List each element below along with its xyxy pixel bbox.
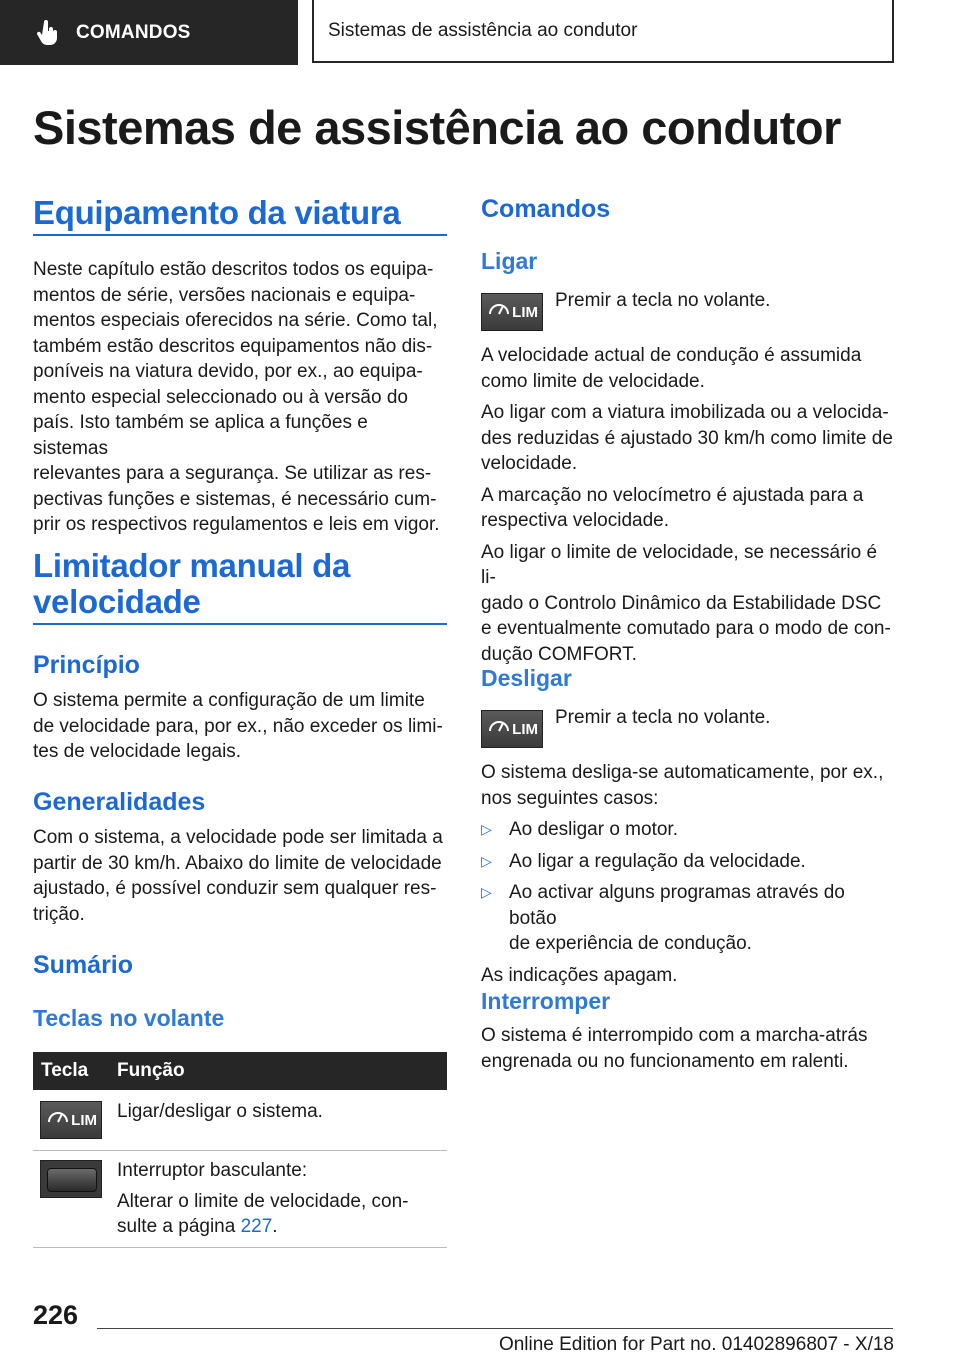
text-line: Com o sistema, a velocidade pode ser limitada a [33,827,443,848]
desligar-intro [481,760,895,811]
ligar-text [481,343,895,667]
footer-rule [97,1328,893,1329]
bullet-list [481,817,895,988]
key-label: LIM [512,720,538,738]
text-line: Ao ligar com a viatura imobilizada ou a velocida- [481,402,889,423]
key-label: LIM [71,1111,97,1129]
table-row2-text [117,1158,447,1240]
text-line: A marcação no velocímetro é ajustada para a [481,484,864,506]
text-line: trição. [33,903,85,925]
text-line: tes de velocidade legais. [33,741,242,762]
text-line: pectivas funções e sistemas, é necessário cum- [33,488,437,510]
text-line: como limite de velocidade. [481,370,705,392]
page-title: Sistemas de assistência ao condutor [33,101,841,154]
text-line [117,1214,447,1240]
heading-sumario: Sumário [33,951,134,979]
heading-teclas: Teclas no volante [33,1005,225,1031]
text-line: Interruptor basculante: [117,1160,308,1181]
text-line: respectiva velocidade. [481,510,669,531]
text-line: O sistema desliga-se automaticamente, por ex., [481,762,884,783]
text-line: partir de 30 km/h. Abaixo do limite de velocidade [33,852,442,874]
generalidades-text [33,825,447,927]
text-line: nos seguintes casos: [481,787,659,809]
text-line: Alterar o limite de velocidade, con- [117,1190,409,1212]
list-item-text: Ao ligar a regulação da velocidade. [509,850,806,872]
heading-limitador [33,548,350,620]
text-line: O sistema permite a configuração de um limite [33,690,425,711]
triangle-bullet-icon: ▷ [481,852,492,869]
text-line: poníveis na viatura devido, por ex., ao equipa- [33,361,423,382]
lim-speed-limiter-key-icon [40,1101,102,1139]
col-header-function: Função [117,1060,185,1081]
heading-principio: Princípio [33,651,140,679]
principio-text [33,688,447,765]
section-rule [33,623,447,625]
list-item [481,817,895,843]
triangle-bullet-icon: ▷ [481,884,492,900]
text-span: sulte a página [117,1216,241,1237]
text-line: prir os respectivos regulamentos e leis em vigor. [33,514,440,535]
text-line: O sistema é interrompido com a marcha-atrás [481,1025,868,1046]
list-item-text: Ao activar alguns programas através do botão [509,882,845,929]
text-line: A velocidade actual de condução é assumida [481,345,862,366]
list-item-text: de experiência de condução. [509,933,752,954]
heading-line: velocidade [33,583,201,620]
keys-table [33,1052,447,1090]
page-header [0,0,960,66]
section-tab-label: COMANDOS [76,21,191,43]
lim-speed-limiter-key-icon [481,293,543,331]
heading-generalidades: Generalidades [33,788,206,816]
heading-comandos: Comandos [481,195,611,223]
rocker-switch-icon [40,1160,102,1198]
page-link[interactable]: 227 [240,1216,273,1237]
row-divider [33,1150,447,1151]
text-line: Neste capítulo estão descritos todos os equipa- [33,259,434,280]
col-header-key: Tecla [41,1060,89,1081]
text-line: relevantes para a segurança. Se utilizar as res- [33,463,432,484]
ligar-key-text: Premir a tecla no volante. [555,290,771,311]
triangle-bullet-icon: ▷ [481,821,492,837]
text-line: também estão descritos equipamentos não dis- [33,335,433,357]
row-divider [33,1247,447,1248]
section-rule [33,234,447,236]
interromper-text [481,1023,895,1074]
list-item [481,849,895,875]
text-span: . [272,1216,278,1237]
list-item-text: Ao desligar o motor. [509,819,678,840]
text-line: ajustado, é possível conduzir sem qualquer res- [33,878,437,899]
lim-speed-limiter-key-icon [481,710,543,748]
edition-text: Online Edition for Part no. 01402896807 - X/18 [498,1334,894,1355]
table-header [33,1052,447,1090]
heading-equipamento: Equipamento da viatura [33,194,401,231]
text-line: des reduzidas é ajustado 30 km/h como limite de [481,427,893,449]
section-tab[interactable] [0,0,298,65]
heading-desligar: Desligar [481,665,572,691]
table-row1-text: Ligar/desligar o sistema. [117,1101,323,1122]
heading-interromper: Interromper [481,988,611,1014]
text-line: dução COMFORT. [481,643,637,665]
pointing-hand-icon [36,20,60,46]
desligar-outro: As indicações apagam. [481,964,678,986]
text-line: país. Isto também se aplica a funções e sistemas [33,412,368,459]
chapter-tab[interactable] [312,0,894,63]
heading-ligar: Ligar [481,248,538,274]
list-item [481,880,895,957]
text-line: mento especial seleccionado ou à versão do [33,386,408,408]
text-line: gado o Controlo Dinâmico da Estabilidade DSC [481,592,882,614]
page-number: 226 [33,1300,79,1330]
text-line: velocidade. [481,453,578,474]
heading-line: Limitador manual da [33,547,351,584]
text-line: e eventualmente comutado para o modo de con- [481,618,891,639]
text-line: Ao ligar o limite de velocidade, se necessário é li- [481,541,878,588]
text-line: engrenada ou no funcionamento em ralenti. [481,1050,849,1072]
text-line: mentos de série, versões nacionais e equipa- [33,284,416,306]
text-line: de velocidade para, por ex., não exceder os limi- [33,715,443,737]
chapter-tab-label: Sistemas de assistência ao condutor [328,19,638,41]
desligar-key-text: Premir a tecla no volante. [555,707,771,728]
equipamento-text [33,257,447,538]
text-line: mentos especiais oferecidos na série. Como tal, [33,310,438,331]
key-label: LIM [512,303,538,321]
